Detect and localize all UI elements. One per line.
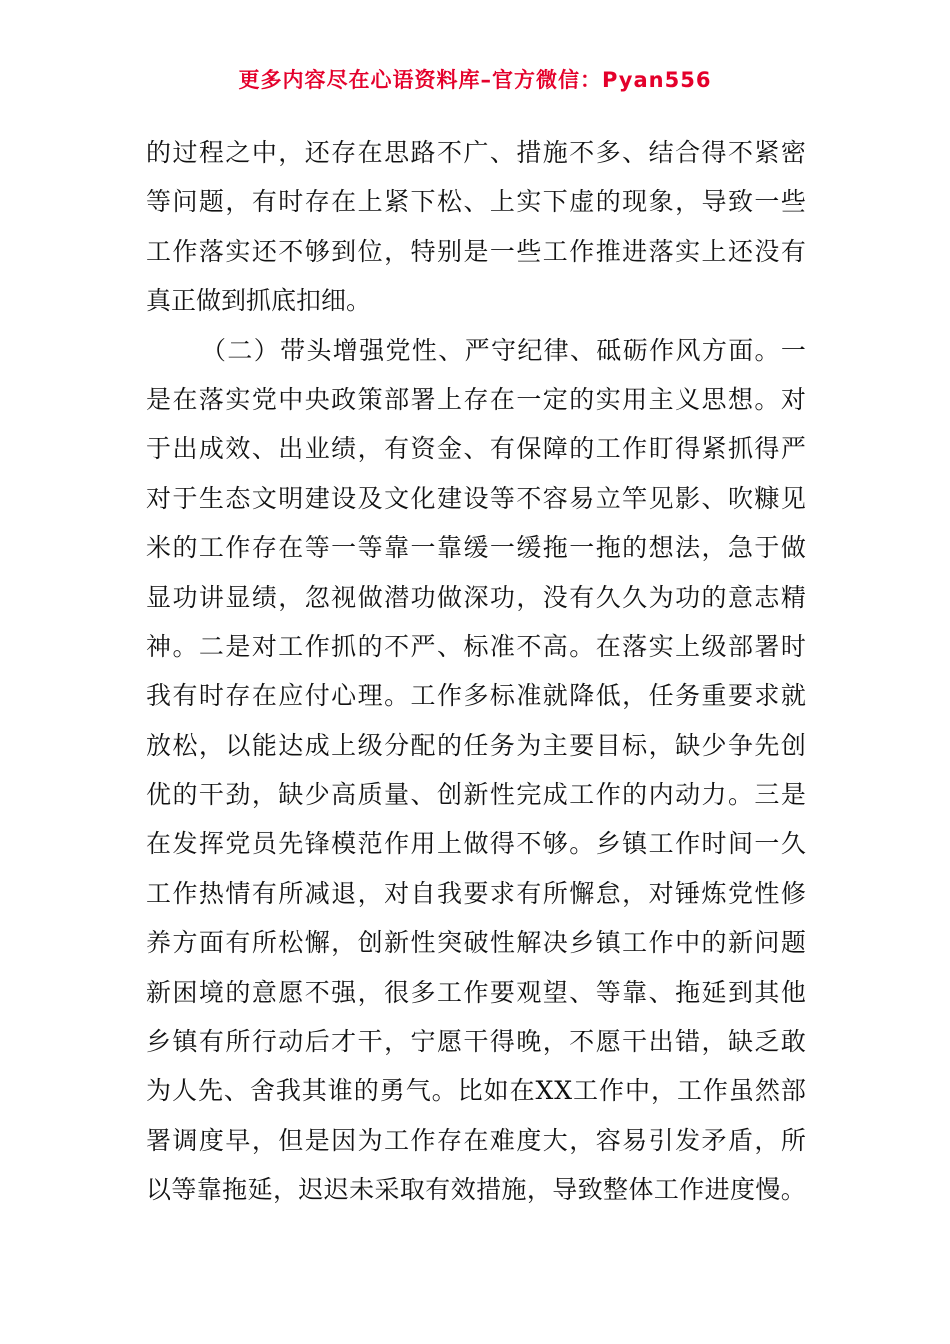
text-line: 新 困 境 的 意 愿 不 强 ， 很 多 工 作 要 观 望 、 等 靠 、 拖 延 到 其 他 <box>146 977 806 1007</box>
text-line: 我 有 时 存 在 应 付 心 理 。 工 作 多 标 准 就 降 低 ， 任 务 重 要 求 就 <box>146 681 806 711</box>
text-line: 于 出 成 效 、 出 业 绩 ， 有 资 金 、 有 保 障 的 工 作 盯 得 紧 抓 得 严 <box>146 434 806 464</box>
text-line: 米 的 工 作 存 在 等 一 等 靠 一 靠 缓 一 缓 拖 一 拖 的 想 法 ， 急 于 做 <box>146 533 806 563</box>
body-text <box>146 128 806 1215</box>
text-line: 显 功 讲 显 绩 ， 忽 视 做 潜 功 做 深 功 ， 没 有 久 久 为 功 的 意 志 精 <box>146 582 806 612</box>
text-line: 对 于 生 态 文 明 建 设 及 文 化 建 设 等 不 容 易 立 竿 见 影 、 吹 糠 见 <box>146 483 806 513</box>
text-line: 是 在 落 实 党 中 央 政 策 部 署 上 存 在 一 定 的 实 用 主 义 思 想 。 对 <box>146 384 806 414</box>
text-line: 放 松 ， 以 能 达 成 上 级 分 配 的 任 务 为 主 要 目 标 ， 缺 少 争 先 创 <box>146 730 806 760</box>
section-heading-line: （ 二 ） 带 头 增 强 党 性 、 严 守 纪 律 、 砥 砺 作 风 方 面 。 一 <box>201 335 806 365</box>
text-line: 为 人 先 、 舍 我 其 谁 的 勇 气 。 比 如 在 X X 工 作 中 ， 工 作 虽 然 部 <box>146 1076 806 1106</box>
text-line: 优 的 干 劲 ， 缺 少 高 质 量 、 创 新 性 完 成 工 作 的 内 动 力 。 三 是 <box>146 780 806 810</box>
text-line: 真正做到抓底扣细。 <box>146 286 372 316</box>
text-line: 养 方 面 有 所 松 懈 ， 创 新 性 突 破 性 解 决 乡 镇 工 作 中 的 新 问 题 <box>146 928 806 958</box>
text-line: 署 调 度 早 ， 但 是 因 为 工 作 存 在 难 度 大 ， 容 易 引 发 矛 盾 ， 所 <box>146 1125 806 1155</box>
text-line: 等 问 题 ， 有 时 存 在 上 紧 下 松 、 上 实 下 虚 的 现 象 ， 导 致 一 些 <box>146 187 806 217</box>
text-line: 神 。 二 是 对 工 作 抓 的 不 严 、 标 准 不 高 。 在 落 实 上 级 部 署 时 <box>146 631 806 661</box>
text-line: 的 过 程 之 中 ， 还 存 在 思 路 不 广 、 措 施 不 多 、 结 合 得 不 紧 密 <box>146 138 806 167</box>
text-line: 乡 镇 有 所 行 动 后 才 干 ， 宁 愿 干 得 晚 ， 不 愿 干 出 错 ， 缺 乏 敢 <box>146 1027 806 1057</box>
text-line: 工 作 热 情 有 所 减 退 ， 对 自 我 要 求 有 所 懈 怠 ， 对 锤 炼 党 性 修 <box>146 878 806 908</box>
text-line: 在 发 挥 党 员 先 锋 模 范 作 用 上 做 得 不 够 。 乡 镇 工 作 时 间 一 久 <box>146 829 806 859</box>
page-header-watermark: 更多内容尽在心语资料库–官方微信：Pyan556 <box>238 68 712 92</box>
text-line: 以 等 靠 拖 延 ， 迟 迟 未 采 取 有 效 措 施 ， 导 致 整 体 工 作 进 度 慢 。 <box>146 1175 806 1205</box>
text-line: 工 作 落 实 还 不 够 到 位 ， 特 别 是 一 些 工 作 推 进 落 实 上 还 没 有 <box>146 236 806 266</box>
